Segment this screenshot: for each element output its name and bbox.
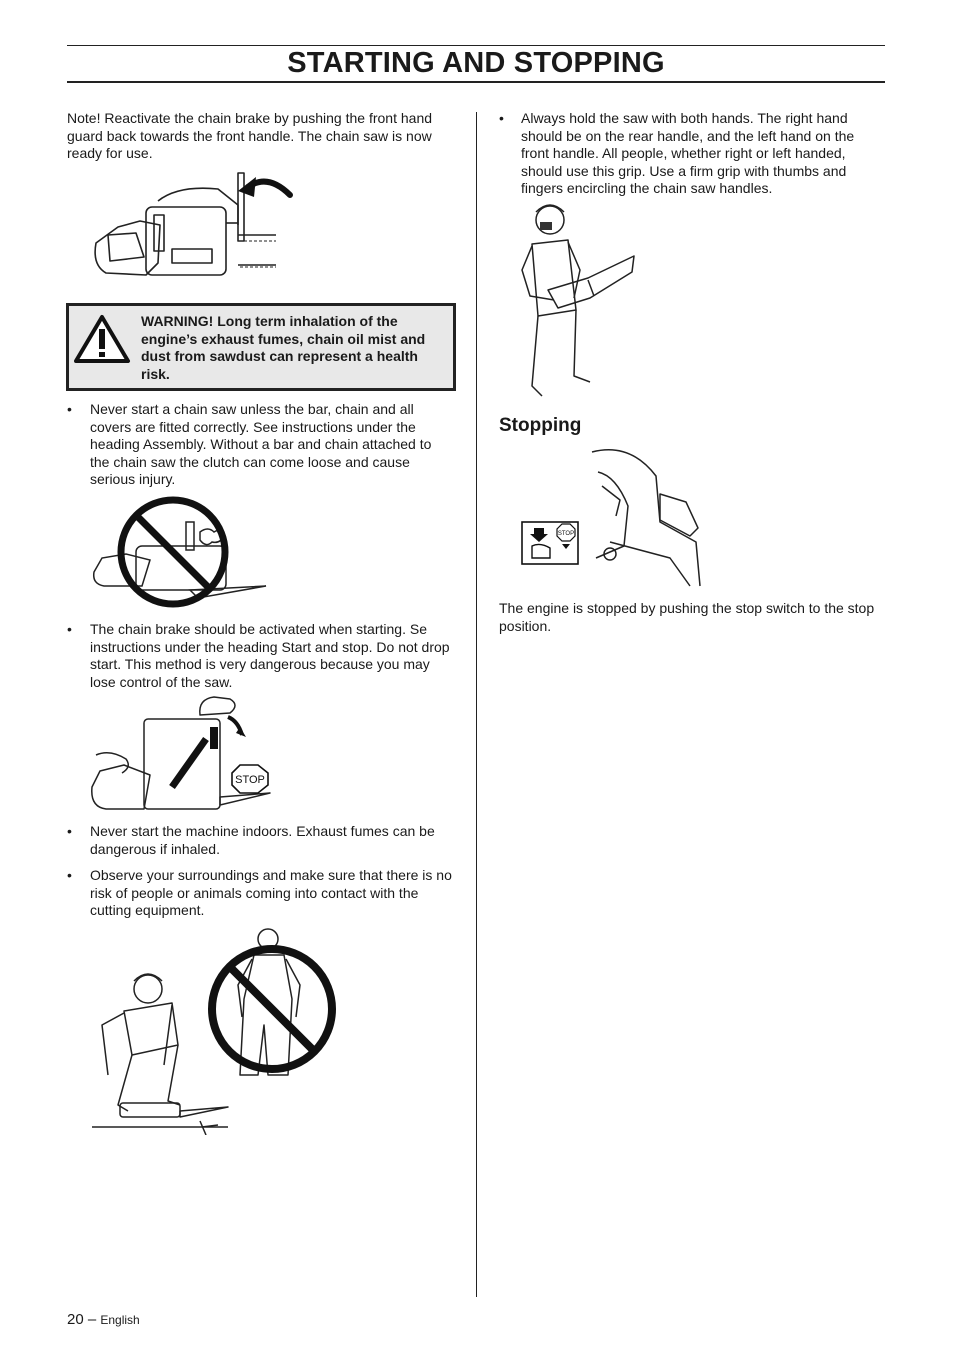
column-divider bbox=[476, 112, 477, 1297]
header-bottom-rule bbox=[67, 81, 885, 83]
bullet-marker: • bbox=[499, 110, 504, 126]
operator-grip-illustration bbox=[518, 200, 643, 405]
warning-text: WARNING! Long term inhalation of the engine’s exhaust fumes, chain oil mist and dust from sawdust can represent a health risk. bbox=[141, 313, 426, 382]
no-start-without-bar-illustration bbox=[90, 494, 275, 609]
bullet-item-surroundings bbox=[67, 867, 455, 920]
stop-sign-label: STOP bbox=[235, 774, 265, 786]
bullet-marker: • bbox=[67, 401, 72, 417]
bullet-item-chain-brake bbox=[67, 621, 452, 691]
stopping-heading: Stopping bbox=[499, 415, 582, 436]
bullet-text: Always hold the saw with both hands. The right hand should be on the rear handle, and the left hand on the front handle. All people, whether right or left handed, should use this grip. Use a firm grip with thumbs and fingers encircling the chain saw handles. bbox=[521, 110, 855, 196]
note-paragraph: Note! Reactivate the chain brake by pushing the front hand guard back towards the front handle. The chain saw is now ready for use. bbox=[67, 110, 433, 161]
bullet-item-grip bbox=[499, 110, 885, 198]
chain-brake-illustration bbox=[88, 165, 298, 285]
page-number: 20 – bbox=[67, 1311, 97, 1328]
stopping-paragraph: The engine is stopped by pushing the stop switch to the stop position. bbox=[499, 600, 875, 634]
bystander-warning-illustration bbox=[88, 925, 343, 1135]
stop-switch-label: STOP bbox=[557, 531, 575, 537]
page-title: STARTING AND STOPPING bbox=[287, 47, 665, 79]
bullet-text: Never start the machine indoors. Exhaust fumes can be dangerous if inhaled. bbox=[90, 823, 435, 857]
stop-switch-illustration bbox=[520, 446, 704, 588]
bullet-text: The chain brake should be activated when starting. Se instructions under the heading Start and stop. Do not drop start. This method is very dangerous because you may lose control of the saw. bbox=[90, 621, 450, 690]
warning-triangle-icon bbox=[73, 314, 131, 364]
bullet-marker: • bbox=[67, 867, 72, 883]
bullet-marker: • bbox=[67, 621, 72, 637]
bullet-text: Observe your surroundings and make sure that there is no risk of people or animals coming into contact with the cutting equipment. bbox=[90, 867, 452, 918]
bullet-text: Never start a chain saw unless the bar, chain and all covers are fitted correctly. See instructions under the heading Assembly. Without a bar and chain attached to the chain saw the clutch can come loose and cause serious injury. bbox=[90, 401, 432, 487]
no-drop-start-illustration bbox=[88, 695, 278, 813]
warning-box bbox=[66, 303, 456, 391]
bullet-item-indoors bbox=[67, 823, 452, 858]
footer-language: English bbox=[100, 1313, 140, 1327]
bullet-marker: • bbox=[67, 823, 72, 839]
bullet-item-bar-chain bbox=[67, 401, 452, 489]
page-footer bbox=[67, 1311, 140, 1328]
